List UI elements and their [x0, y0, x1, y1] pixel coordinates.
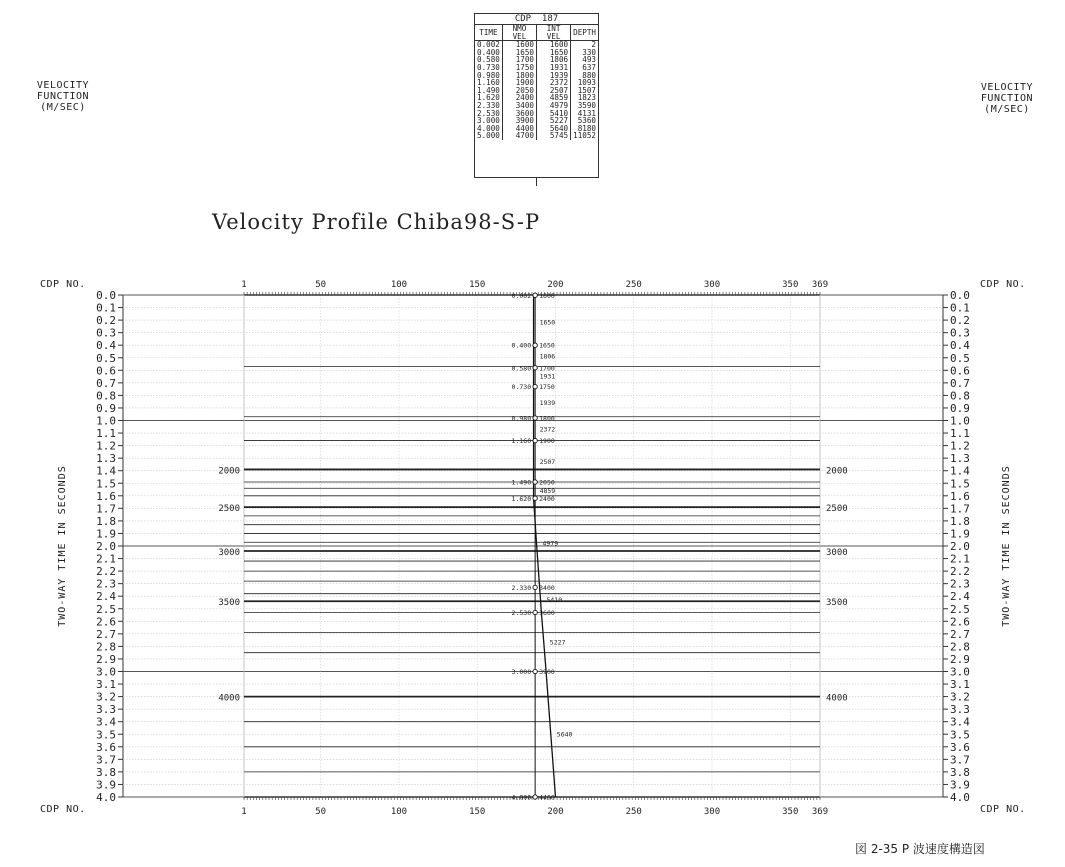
table-cell: 2.530: [475, 110, 502, 118]
pick-time-label: 0.580: [511, 364, 532, 373]
contour-label-right: 3000: [826, 548, 848, 559]
y-tick-label-right: 0.0: [950, 289, 970, 302]
y-tick-label-right: 1.4: [950, 464, 970, 478]
y-tick-label-right: 0.3: [950, 326, 970, 340]
table-cell: 8180: [577, 123, 596, 133]
cdp-label-bottom-right: CDP NO.: [980, 804, 1026, 815]
pick-time-label: 0.400: [511, 341, 532, 350]
y-tick-label-left: 1.8: [96, 514, 116, 528]
pick-time-label: 0.730: [511, 383, 532, 392]
y-tick-label-right: 0.9: [950, 401, 970, 415]
velocity-pick-point: [533, 416, 537, 420]
table-cell: 1931: [537, 64, 571, 72]
y-tick-label-left: 3.3: [96, 703, 116, 717]
x-tick-label-bottom: 50: [315, 807, 327, 817]
table-cell: 3900: [502, 117, 536, 125]
interval-velocity-label: 5227: [549, 638, 566, 647]
y-tick-label-left: 2.3: [96, 577, 116, 591]
y-tick-label-left: 3.5: [96, 728, 116, 742]
velocity-pick-point: [533, 438, 537, 442]
table-cell: 1750: [502, 64, 536, 72]
x-tick-label-top: 200: [547, 280, 564, 290]
table-cell: 1806: [537, 56, 571, 64]
y-tick-label-left: 3.2: [96, 690, 116, 704]
y-tick-label-right: 0.4: [950, 339, 970, 353]
y-tick-label-left: 2.7: [96, 627, 116, 641]
y-tick-label-right: 2.0: [950, 540, 970, 553]
pick-nmo-label: 1650: [539, 341, 555, 350]
contour-label-left: 2000: [218, 466, 240, 477]
velocity-pick-point: [533, 366, 537, 370]
pick-time-label: 2.530: [511, 609, 532, 618]
y-tick-label-right: 3.2: [950, 690, 970, 704]
pick-time-label: 0.980: [511, 414, 532, 423]
x-tick-label-top: 50: [315, 280, 327, 290]
x-tick-label-top: 250: [625, 280, 642, 290]
y-tick-label-right: 4.0: [950, 791, 970, 804]
y-tick-label-left: 1.1: [96, 427, 116, 441]
y-tick-label-left: 2.9: [96, 652, 116, 666]
table-header-cell: TIME: [475, 25, 502, 41]
velocity-pick-point: [533, 610, 537, 614]
interval-velocity-label: 4859: [539, 486, 556, 495]
table-cell: 4131: [577, 108, 596, 118]
pick-nmo-label: 1700: [539, 364, 555, 373]
pick-nmo-label: 1800: [539, 414, 555, 423]
y-tick-label-left: 2.4: [96, 590, 116, 604]
y-tick-label-left: 0.4: [96, 339, 116, 353]
y-tick-label-left: 0.6: [96, 364, 116, 378]
velocity-function-label-left: VELOCITY FUNCTION (M/SEC): [36, 80, 90, 113]
pick-nmo-label: 1750: [539, 383, 555, 392]
table-cell: 1093: [577, 78, 596, 88]
table-cell: 1823: [577, 93, 596, 103]
velocity-function-label-right: VELOCITY FUNCTION (M/SEC): [980, 82, 1034, 115]
y-tick-label-left: 1.4: [96, 464, 116, 478]
y-tick-label-left: 0.1: [96, 301, 116, 315]
table-cell: 3590: [577, 100, 596, 110]
y-tick-label-left: 4.0: [96, 791, 116, 804]
y-tick-label-right: 3.9: [950, 778, 970, 792]
table-cell: 4700: [502, 132, 536, 140]
y-tick-label-right: 2.9: [950, 652, 970, 666]
y-tick-label-left: 0.9: [96, 401, 116, 415]
y-tick-label-right: 1.6: [950, 489, 970, 503]
table-cell: 1800: [502, 72, 536, 80]
pick-nmo-label: 1600: [539, 291, 555, 300]
interval-velocity-label: 1806: [539, 352, 556, 361]
x-tick-label-top: 350: [782, 280, 799, 290]
interval-velocity-label: 1939: [539, 398, 556, 407]
cdp-label-top-right: CDP NO.: [980, 279, 1026, 290]
y-tick-label-left: 3.6: [96, 740, 116, 754]
contour-label-left: 3000: [218, 548, 240, 559]
table-caption: CDP 187: [475, 14, 598, 25]
table-cell: 4400: [502, 125, 536, 133]
velocity-pick-point: [533, 669, 537, 673]
y-tick-label-left: 3.1: [96, 678, 116, 692]
y-tick-label-left: 2.2: [96, 565, 116, 579]
table-cell: 1.160: [475, 79, 502, 87]
y-tick-label-right: 0.2: [950, 314, 970, 328]
y-tick-label-left: 1.2: [96, 439, 116, 453]
table-cell: 1.490: [475, 87, 502, 95]
y-tick-label-right: 2.7: [950, 627, 970, 641]
contour-label-right: 3500: [826, 598, 848, 609]
y-tick-label-right: 3.6: [950, 740, 970, 754]
table-cell: 5410: [537, 110, 571, 118]
table-cell: 2050: [502, 87, 536, 95]
interval-velocity-label: 2372: [539, 425, 556, 434]
table-cell: 0.400: [475, 49, 502, 57]
pick-nmo-label: 3900: [539, 668, 555, 676]
y-tick-label-left: 0.3: [96, 326, 116, 340]
table-cell: 5.000: [475, 132, 502, 140]
x-tick-label-bottom: 100: [390, 807, 408, 817]
y-tick-label-right: 1.0: [950, 414, 970, 428]
table-cell: 5227: [537, 117, 571, 125]
y-tick-label-right: 0.7: [950, 376, 970, 390]
contour-label-right: 4000: [826, 693, 848, 704]
y-tick-label-right: 1.3: [950, 452, 970, 466]
table-cell: 0.002: [475, 41, 502, 49]
contour-label-left: 3500: [218, 598, 240, 609]
table-cell: 3400: [502, 102, 536, 110]
x-tick-label-top: 100: [390, 280, 408, 290]
y-tick-label-right: 2.6: [950, 615, 970, 629]
pick-nmo-label: 1900: [539, 437, 555, 446]
y-tick-label-left: 2.0: [96, 540, 116, 553]
table-cell: 1.620: [475, 94, 502, 102]
pick-nmo-label: 3400: [539, 583, 555, 592]
table-cell: 4859: [537, 94, 571, 102]
y-tick-label-right: 0.8: [950, 389, 970, 403]
table-cell: 1900: [502, 79, 536, 87]
table-cell: 1600: [537, 41, 571, 49]
table-cell: 1700: [502, 56, 536, 64]
y-tick-label-right: 1.7: [950, 502, 970, 516]
y-tick-label-right: 3.4: [950, 715, 970, 729]
y-tick-label-right: 0.1: [950, 301, 970, 315]
y-tick-label-right: 2.4: [950, 590, 970, 604]
x-tick-label-top: 1: [241, 280, 247, 290]
y-tick-label-right: 3.8: [950, 765, 970, 779]
y-tick-label-left: 2.5: [96, 602, 116, 616]
x-tick-label-bottom: 300: [703, 807, 721, 817]
interval-velocity-label: 5410: [546, 595, 563, 604]
table-cell: 0.980: [475, 72, 502, 80]
y-tick-label-right: 3.1: [950, 678, 970, 692]
x-tick-label-top: 369: [811, 280, 829, 290]
table-cell: 2400: [502, 94, 536, 102]
x-tick-label-bottom: 200: [547, 807, 564, 817]
y-tick-label-right: 2.1: [950, 552, 970, 566]
table-cell: 5360: [577, 116, 596, 126]
y-tick-label-left: 3.4: [96, 715, 116, 729]
y-tick-label-right: 2.8: [950, 640, 970, 654]
table-cell: 2.330: [475, 102, 502, 110]
chart-title: Velocity Profile Chiba98-S-P: [212, 210, 541, 234]
table-cell: 1650: [502, 49, 536, 57]
velocity-pick-point: [533, 480, 537, 484]
interval-velocity-label: 1931: [539, 372, 556, 381]
y-tick-label-right: 3.7: [950, 753, 970, 767]
y-tick-label-left: 3.0: [96, 665, 116, 679]
x-tick-label-bottom: 1: [241, 807, 247, 817]
table-cell: 3600: [502, 110, 536, 118]
contour-label-right: 2500: [826, 504, 848, 515]
interval-velocity-label: 5640: [556, 730, 573, 739]
x-tick-label-bottom: 250: [625, 807, 642, 817]
table-cell: 330: [582, 47, 596, 57]
y-tick-label-right: 3.5: [950, 728, 970, 742]
table-cell: 4.000: [475, 125, 502, 133]
x-tick-label-bottom: 369: [811, 807, 829, 817]
y-tick-label-left: 3.9: [96, 778, 116, 792]
y-tick-label-left: 2.8: [96, 640, 116, 654]
table-cell: 2507: [537, 87, 571, 95]
table-cell: 637: [582, 62, 596, 72]
y-tick-label-right: 2.5: [950, 602, 970, 616]
velocity-pick-point: [533, 293, 537, 297]
y-tick-label-left: 0.8: [96, 389, 116, 403]
table-cell: 1507: [577, 85, 596, 95]
velocity-pick-point: [533, 496, 537, 500]
pick-time-label: 1.490: [511, 478, 532, 487]
x-tick-label-top: 150: [469, 280, 486, 290]
y-tick-label-left: 1.5: [96, 477, 116, 491]
pick-time-label: 4.000: [511, 793, 532, 802]
y-tick-label-right: 0.5: [950, 351, 970, 365]
table-cell: 1600: [502, 41, 536, 49]
y-axis-title-right: TWO-WAY TIME IN SECONDS: [1001, 465, 1012, 627]
interval-velocity-label: 4979: [542, 539, 559, 548]
pick-time-label: 1.160: [511, 437, 532, 446]
contour-label-left: 4000: [218, 693, 240, 704]
y-tick-label-right: 1.1: [950, 427, 970, 441]
table-cell: 4979: [537, 102, 571, 110]
contour-label-right: 2000: [826, 466, 848, 477]
interval-velocity-label: 2507: [539, 457, 556, 466]
x-tick-label-bottom: 350: [782, 807, 799, 817]
table-cell: 3.000: [475, 117, 502, 125]
y-tick-label-left: 1.7: [96, 502, 116, 516]
table-cell: 880: [582, 70, 596, 80]
velocity-pick-point: [533, 343, 537, 347]
table-cell: 1650: [537, 49, 571, 57]
y-tick-label-left: 3.8: [96, 765, 116, 779]
table-cell: 493: [582, 55, 596, 65]
y-tick-label-right: 2.2: [950, 565, 970, 579]
velocity-pick-point: [533, 795, 537, 799]
table-cell: 0.580: [475, 56, 502, 64]
table-header-cell: NMO VEL: [502, 25, 536, 41]
y-tick-label-right: 2.3: [950, 577, 970, 591]
contour-label-left: 2500: [218, 504, 240, 515]
y-tick-label-left: 2.1: [96, 552, 116, 566]
y-tick-label-left: 1.3: [96, 452, 116, 466]
y-tick-label-right: 3.3: [950, 703, 970, 717]
table-cell: 2372: [537, 79, 571, 87]
y-tick-label-left: 0.2: [96, 314, 116, 328]
y-tick-label-left: 0.5: [96, 351, 116, 365]
y-tick-label-left: 2.6: [96, 615, 116, 629]
table-cell: 5745: [537, 132, 571, 140]
y-tick-label-left: 1.0: [96, 414, 116, 428]
table-cell: 2: [591, 40, 596, 50]
y-axis-title-left: TWO-WAY TIME IN SECONDS: [57, 465, 68, 627]
y-tick-label-left: 3.7: [96, 753, 116, 767]
y-tick-label-left: 0.7: [96, 376, 116, 390]
y-tick-label-right: 1.8: [950, 514, 970, 528]
table-header-cell: INT VEL: [537, 25, 571, 41]
y-tick-label-left: 1.9: [96, 527, 116, 541]
pick-time-label: 3.000: [511, 668, 532, 676]
table-cell: 1939: [537, 72, 571, 80]
table-cell: 0.730: [475, 64, 502, 72]
velocity-pick-point: [533, 384, 537, 388]
pick-nmo-label: 3600: [539, 609, 555, 618]
y-tick-label-right: 1.2: [950, 439, 970, 453]
interval-velocity-label: 1650: [539, 318, 556, 327]
table-header-cell: DEPTH: [571, 25, 598, 41]
cdp-label-bottom-left: CDP NO.: [40, 804, 86, 815]
pick-time-label: 0.002: [511, 291, 532, 300]
y-tick-label-right: 0.6: [950, 364, 970, 378]
y-tick-label-left: 0.0: [96, 289, 116, 302]
pick-nmo-label: 4400: [539, 793, 555, 802]
velocity-pick-point: [533, 585, 537, 589]
cdp-label-top-left: CDP NO.: [40, 279, 86, 290]
pick-nmo-label: 2400: [539, 494, 555, 503]
y-tick-label-right: 1.5: [950, 477, 970, 491]
figure-caption: 図 2-35 P 波速度構造図: [855, 842, 985, 856]
x-tick-label-top: 300: [703, 280, 721, 290]
pick-nmo-label: 2050: [539, 478, 555, 487]
y-tick-label-right: 3.0: [950, 665, 970, 679]
table-cell: 11052: [573, 131, 596, 141]
y-tick-label-right: 1.9: [950, 527, 970, 541]
pick-time-label: 2.330: [511, 583, 532, 592]
table-cell: 5640: [537, 125, 571, 133]
pick-time-label: 1.620: [511, 494, 532, 503]
y-tick-label-left: 1.6: [96, 489, 116, 503]
x-tick-label-bottom: 150: [469, 807, 486, 817]
